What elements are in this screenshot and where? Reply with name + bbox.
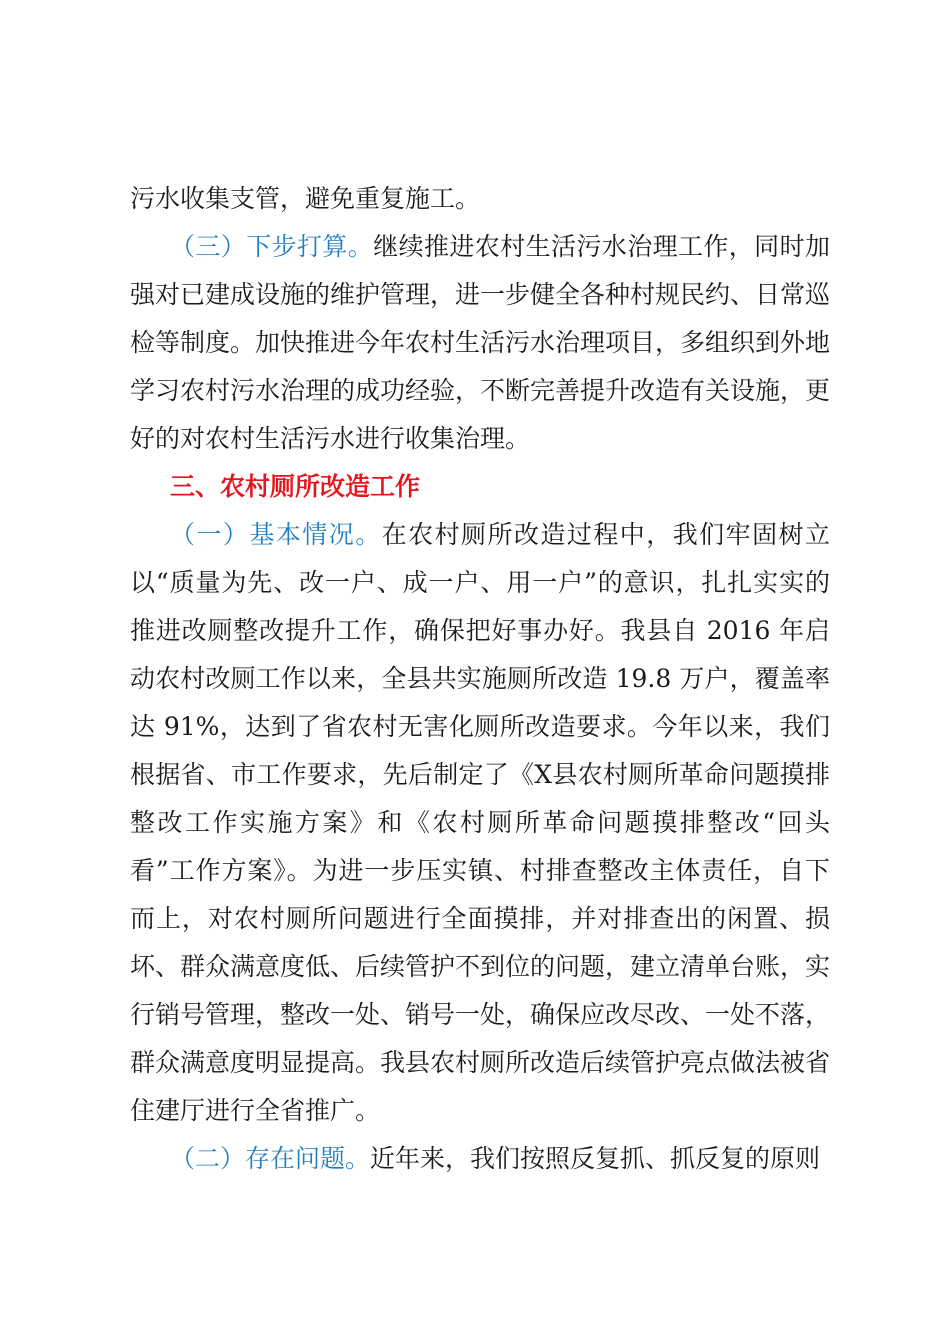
paragraph-text: 继续推进农村生活污水治理工作，同时加强对已建成设施的维护管理，进一步健全各种村规民约、日常巡检等制度。加快推进今年农村生活污水治理项目，多组织到外地学习农村污水治理的成功经验，不断完善提升改造有关设施，更好的对农村生活污水进行收集治理。 (130, 232, 831, 453)
document-body (130, 175, 830, 1183)
paragraph-text: 在农村厕所改造过程中，我们牢固树立以“质量为先、改一户、成一户、用一户”的意识，扎扎实实的推进改厕整改提升工作，确保把好事办好。我县自 2016 年启动农村改厕工作以来，全县共实施厕所改造 19.8 万户，覆盖率达 91%，达到了省农村无害化厕所改造要求。今年以来，我们根据省、市工作要求，先后制定了《X县农村厕所革命问题摸排整改工作实施方案》和《农村厕所革命问题摸排整改“回头看”工作方案》。为进一步压实镇、村排查整改主体责任，自下而上，对农村厕所问题进行全面摸排，并对排查出的闲置、损坏、群众满意度低、后续管护不到位的问题，建立清单台账，实行销号管理，整改一处、销号一处，确保应改尽改、一处不落，群众满意度明显提高。我县农村厕所改造后续管护亮点做法被省住建厅进行全省推广。 (130, 520, 831, 1125)
paragraph-next-steps (130, 223, 830, 463)
paragraph-text: 污水收集支管，避免重复施工。 (130, 184, 481, 213)
paragraph-label: （一）基本情况。 (170, 520, 382, 549)
section-heading: 三、农村厕所改造工作 (170, 472, 421, 501)
paragraph-existing-problems (130, 1135, 830, 1183)
paragraph-text: 近年来，我们按照反复抓、抓反复的原则 (370, 1144, 821, 1173)
paragraph-label: （三）下步打算。 (170, 232, 374, 261)
paragraph-label: （二）存在问题。 (170, 1144, 371, 1173)
paragraph-continuation (130, 175, 830, 223)
paragraph-basic-situation (130, 511, 830, 1135)
